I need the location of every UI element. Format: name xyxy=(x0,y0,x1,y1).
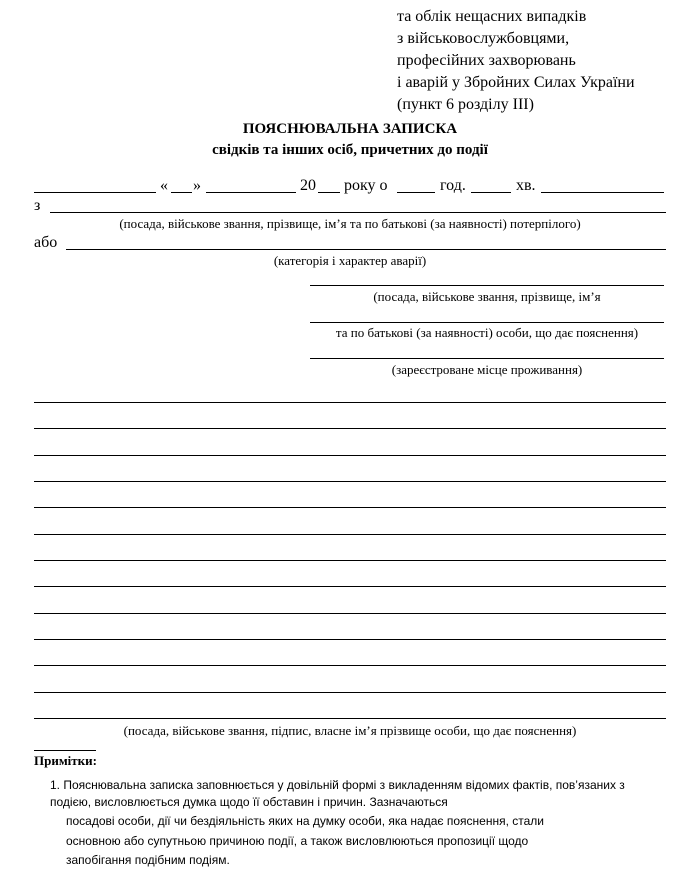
explanation-line[interactable] xyxy=(34,481,666,482)
year-suffix: року о xyxy=(344,177,388,194)
notes-separator xyxy=(34,750,96,751)
person-field-1[interactable] xyxy=(310,285,664,286)
minute-field[interactable] xyxy=(471,192,511,193)
explanation-line[interactable] xyxy=(34,665,666,666)
header-line: (пункт 6 розділу ІІІ) xyxy=(397,96,534,113)
note-line: посадові особи, дії чи бездіяльність яких на думку особи, яка надає пояснення, стали xyxy=(66,814,544,828)
note-line: 1. Пояснювальна записка заповнюється у довільній формі з викладенням відомих фактів, пов’язаних з xyxy=(50,778,625,792)
victim-field[interactable] xyxy=(50,212,666,213)
signature-caption: (посада, військове звання, підпис, власне ім’я прізвище особи, що дає пояснення) xyxy=(123,723,577,738)
header-reference xyxy=(397,6,697,116)
explanation-line[interactable] xyxy=(34,402,666,403)
header-line: професійних захворювань xyxy=(397,52,576,69)
extra-field[interactable] xyxy=(541,192,664,193)
year-field[interactable] xyxy=(318,192,340,193)
header-line: з військовослужбовцями, xyxy=(397,30,570,47)
minutes-label: хв. xyxy=(516,177,536,194)
day-close-quote: » xyxy=(193,177,201,194)
accident-caption: (категорія і характер аварії) xyxy=(273,253,427,268)
person-caption-1: (посада, військове звання, прізвище, ім’я xyxy=(373,289,601,304)
person-field-2[interactable] xyxy=(310,322,664,323)
with-label: з xyxy=(34,197,41,214)
explanation-line[interactable] xyxy=(34,692,666,693)
or-label: або xyxy=(34,234,58,251)
note-line: подією, висловлюється думка щодо її обставин і причин. Зазначаються xyxy=(50,795,448,809)
explanation-line[interactable] xyxy=(34,534,666,535)
year-prefix: 20 xyxy=(300,177,316,194)
accident-field[interactable] xyxy=(66,249,666,250)
explanation-line[interactable] xyxy=(34,455,666,456)
explanation-line[interactable] xyxy=(34,507,666,508)
note-line: запобігання подібним подіям. xyxy=(66,853,230,867)
day-field[interactable] xyxy=(171,192,192,193)
document-title: ПОЯСНЮВАЛЬНА ЗАПИСКА xyxy=(242,121,458,137)
explanation-line[interactable] xyxy=(34,613,666,614)
header-line: та облік нещасних випадків xyxy=(397,8,587,25)
signature-line[interactable] xyxy=(34,718,666,719)
explanation-line[interactable] xyxy=(34,586,666,587)
person-caption-2: та по батькові (за наявності) особи, що дає пояснення) xyxy=(335,325,639,340)
explanation-line[interactable] xyxy=(34,639,666,640)
hour-field[interactable] xyxy=(397,192,435,193)
notes-title: Примітки: xyxy=(34,753,97,768)
hours-label: год. xyxy=(440,177,466,194)
explanation-line[interactable] xyxy=(34,560,666,561)
day-open-quote: « xyxy=(160,177,168,194)
note-line: основною або супутньою причиною події, а також висловлюються пропозиції щодо xyxy=(66,834,529,848)
place-field[interactable] xyxy=(34,192,156,193)
header-line: і аварій у Збройних Силах України xyxy=(397,74,635,91)
victim-caption: (посада, військове звання, прізвище, ім’я та по батькові (за наявності) потерпілого) xyxy=(119,216,581,231)
residence-field[interactable] xyxy=(310,358,664,359)
month-field[interactable] xyxy=(206,192,296,193)
explanation-line[interactable] xyxy=(34,428,666,429)
residence-caption: (зареєстроване місце проживання) xyxy=(391,362,583,377)
document-subtitle: свідків та інших осіб, причетних до події xyxy=(212,142,488,158)
